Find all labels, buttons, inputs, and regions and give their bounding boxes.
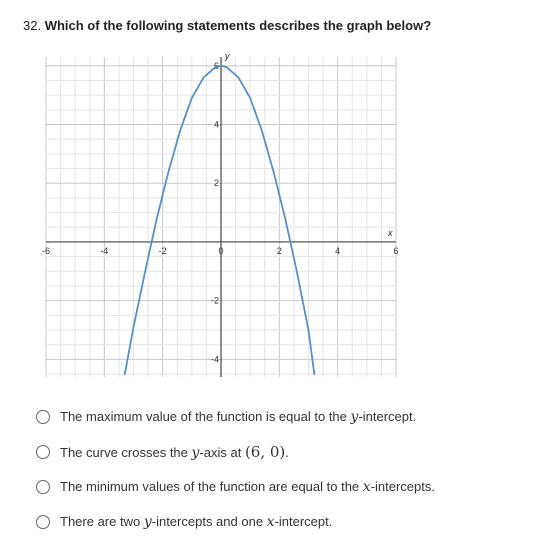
x-tick-label: -4 <box>100 245 109 256</box>
x-tick-label: 0 <box>218 245 224 256</box>
x-tick-label: 2 <box>276 245 282 256</box>
radio-button-3[interactable] <box>36 480 50 494</box>
choice-4-text-end: -intercept. <box>274 513 333 529</box>
answer-choices <box>36 399 536 539</box>
question-number: 32. <box>23 18 42 33</box>
choice-2-label <box>60 443 289 461</box>
choice-2-math-point: (6, 0) <box>244 442 286 461</box>
axes <box>46 51 399 377</box>
choice-2-text-middle: -axis at <box>199 444 245 460</box>
question-text: Which of the following statements describes the graph below? <box>44 18 432 33</box>
choice-1[interactable] <box>36 399 536 434</box>
y-tick-label: 4 <box>213 119 219 130</box>
choice-2-text-end: . <box>285 444 289 460</box>
x-tick-label: -6 <box>41 245 51 256</box>
choice-3[interactable] <box>36 469 536 504</box>
choice-4[interactable] <box>36 504 536 539</box>
y-tick-label: 6 <box>213 60 219 71</box>
choice-4-math2: x <box>266 513 275 530</box>
curve-layer <box>125 66 314 374</box>
y-tick-label: -2 <box>210 295 219 306</box>
choice-4-text-middle: -intercepts and one <box>151 513 267 529</box>
choice-3-math: x <box>362 478 371 495</box>
parabola-curve <box>125 66 314 374</box>
x-tick-label: 6 <box>393 245 399 256</box>
y-axis-label: y <box>225 51 230 61</box>
choice-2-math: y <box>191 444 200 461</box>
y-tick-label: -4 <box>210 354 219 365</box>
radio-button-4[interactable] <box>36 515 50 529</box>
parabola-graph <box>36 47 406 384</box>
choice-1-text-end: -intercept. <box>358 408 417 424</box>
choice-4-label <box>60 514 332 530</box>
choice-4-text: There are two <box>60 513 144 529</box>
x-tick-label: -2 <box>158 245 167 256</box>
choice-1-math: y <box>350 408 359 425</box>
choice-1-text: The maximum value of the function is equal to the <box>60 408 351 424</box>
choice-2[interactable] <box>36 434 536 469</box>
x-tick-label: 4 <box>335 245 341 256</box>
choice-1-label <box>60 409 416 425</box>
choice-3-text-end: -intercepts. <box>370 478 435 494</box>
choice-4-math: y <box>143 513 152 530</box>
choice-3-label <box>60 479 435 495</box>
question-prompt <box>23 18 431 33</box>
choice-2-text: The curve crosses the <box>60 444 192 460</box>
x-axis-label: x <box>388 227 393 238</box>
y-tick-label: 2 <box>213 178 219 189</box>
choice-3-text: The minimum values of the function are equal to the <box>60 478 363 494</box>
radio-button-1[interactable] <box>36 410 50 424</box>
radio-button-2[interactable] <box>36 445 50 459</box>
